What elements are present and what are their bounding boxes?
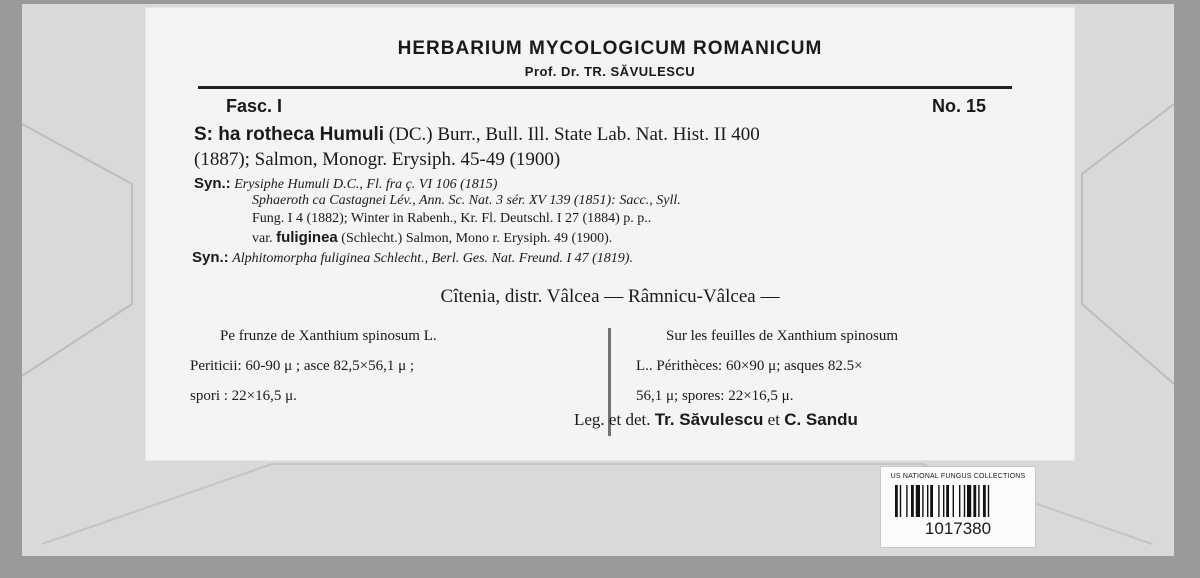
- barcode-bar: [967, 485, 971, 517]
- barcode-bar: [895, 485, 898, 517]
- collectors-line: [574, 410, 858, 430]
- french-host: Sur les feuilles de Xanthium spinosum: [666, 328, 899, 344]
- barcode-bar: [938, 485, 939, 517]
- barcode-bar: [973, 485, 976, 517]
- barcode-bar: [946, 485, 949, 517]
- barcode-bars: [895, 485, 1021, 517]
- barcode-bar: [978, 485, 979, 517]
- legend-prefix: Leg. et det.: [574, 410, 651, 429]
- synonym-line-5: [192, 249, 633, 267]
- synonym-1: Erysiphe Humuli D.C., Fl. fra ç. VI 106 (1815): [234, 177, 498, 192]
- label-subtitle: Prof. Dr. TR. SĂVULESCU: [524, 64, 696, 79]
- title-rule: [198, 86, 1012, 89]
- romanian-measures: Periticii: 60-90 μ ; asce 82,5×56,1 μ ;: [190, 358, 415, 374]
- barcode-bar: [983, 485, 986, 517]
- synonym-line-1: [194, 175, 497, 193]
- barcode-bar: [988, 485, 989, 517]
- barcode-bar: [916, 485, 920, 517]
- barcode-bar: [930, 485, 933, 517]
- collector-1: Tr. Săvulescu: [654, 410, 764, 429]
- syn-label-2: Syn.:: [192, 249, 229, 266]
- barcode-header: US NATIONAL FUNGUS COLLECTIONS: [890, 473, 1026, 480]
- syn-label-1: Syn.:: [194, 175, 231, 192]
- barcode-label: [880, 466, 1036, 548]
- barcode-number: 1017380: [924, 519, 992, 538]
- legend-conjunction: et: [767, 410, 780, 429]
- locality: Cîtenia, distr. Vâlcea — Râmnicu-Vâlcea —: [440, 286, 780, 307]
- label-title: HERBARIUM MYCOLOGICUM ROMANICUM: [397, 38, 823, 59]
- romanian-spores: spori : 22×16,5 μ.: [190, 388, 297, 404]
- herbarium-label: [146, 8, 1074, 460]
- species-line-1: [194, 124, 760, 146]
- synonym-line-3: Fung. I 4 (1882); Winter in Rabenh., Kr. Fl. Deutschl. I 27 (1884) p. p..: [252, 211, 652, 226]
- variety-prefix: var.: [252, 231, 273, 246]
- species-citation-1: Burr., Bull. Ill. State Lab. Nat. Hist. II 400: [437, 124, 760, 145]
- collector-2: C. Sandu: [784, 410, 858, 429]
- barcode-bar: [906, 485, 907, 517]
- specimen-number: No. 15: [931, 96, 986, 116]
- variety-citation: (Schlecht.) Salmon, Mono r. Erysiph. 49 (1900).: [341, 231, 613, 246]
- barcode-bar: [911, 485, 914, 517]
- barcode-bar: [927, 485, 928, 517]
- barcode-bar: [900, 485, 901, 517]
- species-citation-2: (1887); Salmon, Monogr. Erysiph. 45-49 (1900): [194, 149, 561, 170]
- barcode-bar: [964, 485, 965, 517]
- variety-name: fuliginea: [276, 229, 338, 246]
- species-author: (DC.): [388, 124, 433, 145]
- fascicle-label: Fasc. I: [226, 96, 283, 116]
- barcode-bar: [922, 485, 923, 517]
- barcode-bar: [943, 485, 944, 517]
- species-name: S: ha rotheca Humuli: [194, 124, 385, 145]
- french-measures: L.. Périthèces: 60×90 μ; asques 82.5×: [636, 358, 863, 374]
- synonym-2: Sphaeroth ca Castagnei Lév., Ann. Sc. Nat. 3 sér. XV 139 (1851): Sacc., Syll.: [252, 193, 681, 208]
- romanian-host: Pe frunze de Xanthium spinosum L.: [220, 328, 437, 344]
- barcode-bar: [953, 485, 954, 517]
- synonym-5: Alphitomorpha fuliginea Schlecht., Berl. Ges. Nat. Freund. I 47 (1819).: [232, 251, 633, 266]
- synonym-line-2: [252, 193, 681, 209]
- barcode-bar: [959, 485, 960, 517]
- french-spores: 56,1 μ; spores: 22×16,5 μ.: [636, 388, 794, 404]
- synonym-line-4: [252, 229, 612, 247]
